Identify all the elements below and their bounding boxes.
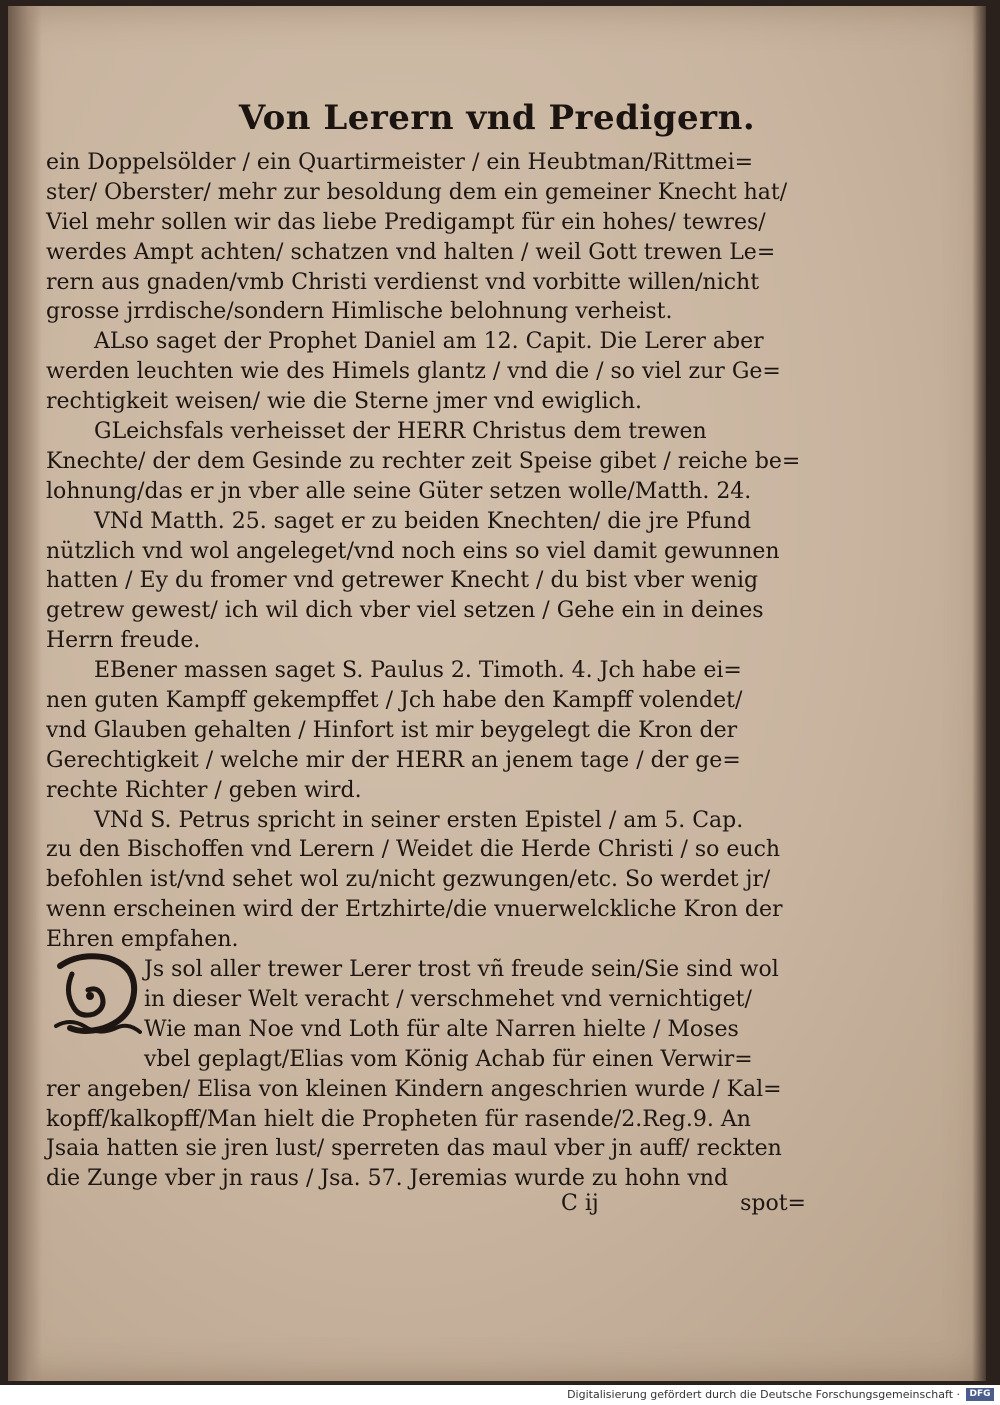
text-line: Herrn freude. xyxy=(46,628,201,654)
text-line: hatten / Ey du fromer vnd getrewer Knecht / du bist vber wenig xyxy=(46,568,759,594)
text-line: nützlich vnd wol angeleget/vnd noch eins so viel damit gewunnen xyxy=(46,538,780,564)
text-line: rer angeben/ Elisa von kleinen Kindern angeschrien wurde / Kal= xyxy=(46,1076,782,1102)
book-page xyxy=(8,6,986,1381)
text-line: lohnung/das er jn vber alle seine Güter setzen wolle/Matth. 24. xyxy=(46,478,752,504)
page-gutter-shadow xyxy=(8,6,42,1381)
text-line: Js sol aller trewer Lerer trost vñ freude sein/Sie sind wol xyxy=(144,957,779,983)
text-line: ein Doppelsölder / ein Quartirmeister / ein Heubtman/Rittmei= xyxy=(46,150,754,175)
text-line: werden leuchten wie des Himels glantz / vnd die / so viel zur Ge= xyxy=(46,359,781,385)
dfg-logo: DFG xyxy=(966,1388,994,1401)
text-line: Knechte/ der dem Gesinde zu rechter zeit Speise gibet / reiche be= xyxy=(46,448,801,474)
text-line: nen guten Kampff gekempffet / Jch habe den Kampff volendet/ xyxy=(46,688,743,714)
text-line: Jsaia hatten sie jren lust/ sperreten das maul vber jn auff/ reckten xyxy=(46,1136,782,1162)
text-line: EBener massen saget S. Paulus 2. Timoth. 4. Jch habe ei= xyxy=(94,658,742,684)
decorated-initial-d-icon xyxy=(50,948,142,1040)
funding-credit: Digitalisierung gefördert durch die Deutsche Forschungsgemeinschaft · xyxy=(567,1388,960,1401)
credit-bar xyxy=(0,1385,1000,1405)
text-line: wenn erscheinen wird der Ertzhirte/die vnuerwelckliche Kron der xyxy=(46,897,783,923)
catchword: spot= xyxy=(740,1191,806,1216)
text-line: VNd Matth. 25. saget er zu beiden Knechten/ die jre Pfund xyxy=(94,508,752,534)
text-line: vbel geplagt/Elias vom König Achab für einen Verwir= xyxy=(144,1046,753,1072)
text-line: die Zunge vber jn raus / Jsa. 57. Jeremias wurde zu hohn vnd xyxy=(46,1166,729,1192)
text-line: ALso saget der Prophet Daniel am 12. Capit. Die Lerer aber xyxy=(94,329,764,355)
page-edge-shadow xyxy=(972,6,986,1381)
text-line: Gerechtigkeit / welche mir der HERR an jenem tage / der ge= xyxy=(46,747,741,773)
text-line: rechtigkeit weisen/ wie die Sterne jmer vnd ewiglich. xyxy=(46,389,643,415)
text-line: getrew gewest/ ich wil dich vber viel setzen / Gehe ein in deines xyxy=(46,598,764,624)
text-line: kopff/kalkopff/Man hielt die Propheten für rasende/2.Reg.9. An xyxy=(46,1106,751,1132)
text-line: GLeichsfals verheisset der HERR Christus dem trewen xyxy=(94,419,707,445)
running-header: Von Lerern vnd Predigern. xyxy=(238,98,756,138)
signature-mark: C ij xyxy=(561,1191,599,1216)
text-line: VNd S. Petrus spricht in seiner ersten Epistel / am 5. Cap. xyxy=(94,807,744,833)
text-line: ster/ Oberster/ mehr zur besoldung dem ein gemeiner Knecht hat/ xyxy=(46,179,788,205)
text-line: rern aus gnaden/vmb Christi verdienst vnd vorbitte willen/nicht xyxy=(46,269,760,295)
text-line: rechte Richter / geben wird. xyxy=(46,777,362,803)
text-line: zu den Bischoffen vnd Lerern / Weidet die Herde Christi / so euch xyxy=(46,837,781,863)
text-line: Ehren empfahen. xyxy=(46,927,239,953)
text-line: befohlen ist/vnd sehet wol zu/nicht gezwungen/etc. So werdet jr/ xyxy=(46,867,771,893)
text-line: grosse jrrdische/sondern Himlische belohnung verheist. xyxy=(46,299,673,325)
body-text xyxy=(46,148,806,1194)
page-footer xyxy=(46,1191,806,1223)
text-line: Viel mehr sollen wir das liebe Predigampt für ein hohes/ tewres/ xyxy=(46,209,766,235)
text-line: Wie man Noe vnd Loth für alte Narren hielte / Moses xyxy=(144,1016,739,1042)
text-line: in dieser Welt veracht / verschmehet vnd vernichtiget/ xyxy=(144,986,752,1012)
text-line: werdes Ampt achten/ schatzen vnd halten / weil Gott trewen Le= xyxy=(46,239,776,265)
text-line: vnd Glauben gehalten / Hinfort ist mir beygelegt die Kron der xyxy=(46,717,738,743)
